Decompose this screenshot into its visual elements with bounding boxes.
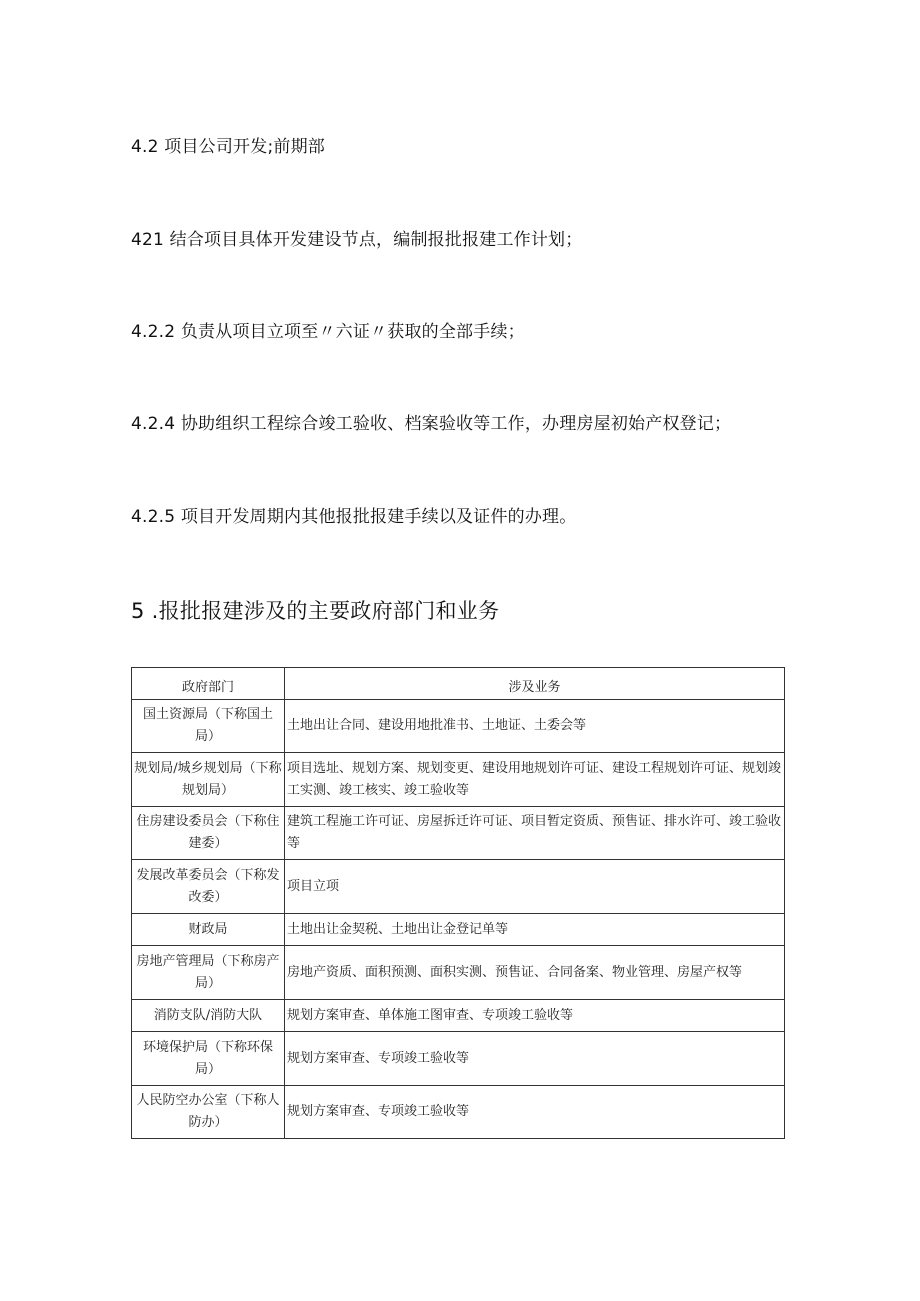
table-row <box>132 753 785 807</box>
paragraph-4-2: 4.2 项目公司开发;前期部 <box>131 137 325 157</box>
table-row <box>132 914 785 946</box>
department-cell: 规划局/城乡规划局（下称规划局） <box>132 753 285 807</box>
business-cell: 建筑工程施工许可证、房屋拆迁许可证、项目暂定资质、预售证、排水许可、竣工验收等 <box>285 807 785 860</box>
department-cell: 财政局 <box>132 914 285 946</box>
business-cell: 土地出让合同、建设用地批准书、土地证、土委会等 <box>285 700 785 753</box>
table-row <box>132 1032 785 1086</box>
section-title: 5 .报批报建涉及的主要政府部门和业务 <box>131 599 500 623</box>
table-row <box>132 807 785 860</box>
table-row <box>132 1086 785 1139</box>
paragraph-4-2-5: 4.2.5 项目开发周期内其他报批报建手续以及证件的办理。 <box>131 507 577 527</box>
table-row <box>132 700 785 753</box>
department-cell: 人民防空办公室（下称人防办） <box>132 1086 285 1139</box>
department-cell: 发展改革委员会（下称发改委） <box>132 860 285 914</box>
business-cell: 规划方案审查、专项竣工验收等 <box>285 1032 785 1086</box>
business-cell: 规划方案审查、单体施工图审查、专项竣工验收等 <box>285 1000 785 1032</box>
paragraph-4-2-1: 421 结合项目具体开发建设节点，编制报批报建工作计划； <box>131 230 583 250</box>
table-row <box>132 860 785 914</box>
department-cell: 国土资源局（下称国土局） <box>132 700 285 753</box>
header-business: 涉及业务 <box>285 668 785 700</box>
business-cell: 规划方案审查、专项竣工验收等 <box>285 1086 785 1139</box>
department-table <box>131 667 785 1139</box>
paragraph-4-2-4: 4.2.4 协助组织工程综合竣工验收、档案验收等工作，办理房屋初始产权登记； <box>131 414 732 434</box>
business-cell: 项目立项 <box>285 860 785 914</box>
department-cell: 环境保护局（下称环保局） <box>132 1032 285 1086</box>
department-cell: 住房建设委员会（下称住建委） <box>132 807 285 860</box>
header-department: 政府部门 <box>132 668 285 700</box>
table-row <box>132 1000 785 1032</box>
paragraph-4-2-2: 4.2.2 负责从项目立项至〃六证〃获取的全部手续； <box>131 322 525 342</box>
business-cell: 项目选址、规划方案、规划变更、建设用地规划许可证、建设工程规划许可证、规划竣工实测、竣工核实、竣工验收等 <box>285 753 785 807</box>
department-cell: 消防支队/消防大队 <box>132 1000 285 1032</box>
business-cell: 房地产资质、面积预测、面积实测、预售证、合同备案、物业管理、房屋产权等 <box>285 946 785 1000</box>
table-header-row <box>132 668 785 700</box>
department-cell: 房地产管理局（下称房产局） <box>132 946 285 1000</box>
table-row <box>132 946 785 1000</box>
business-cell: 土地出让金契税、土地出让金登记单等 <box>285 914 785 946</box>
